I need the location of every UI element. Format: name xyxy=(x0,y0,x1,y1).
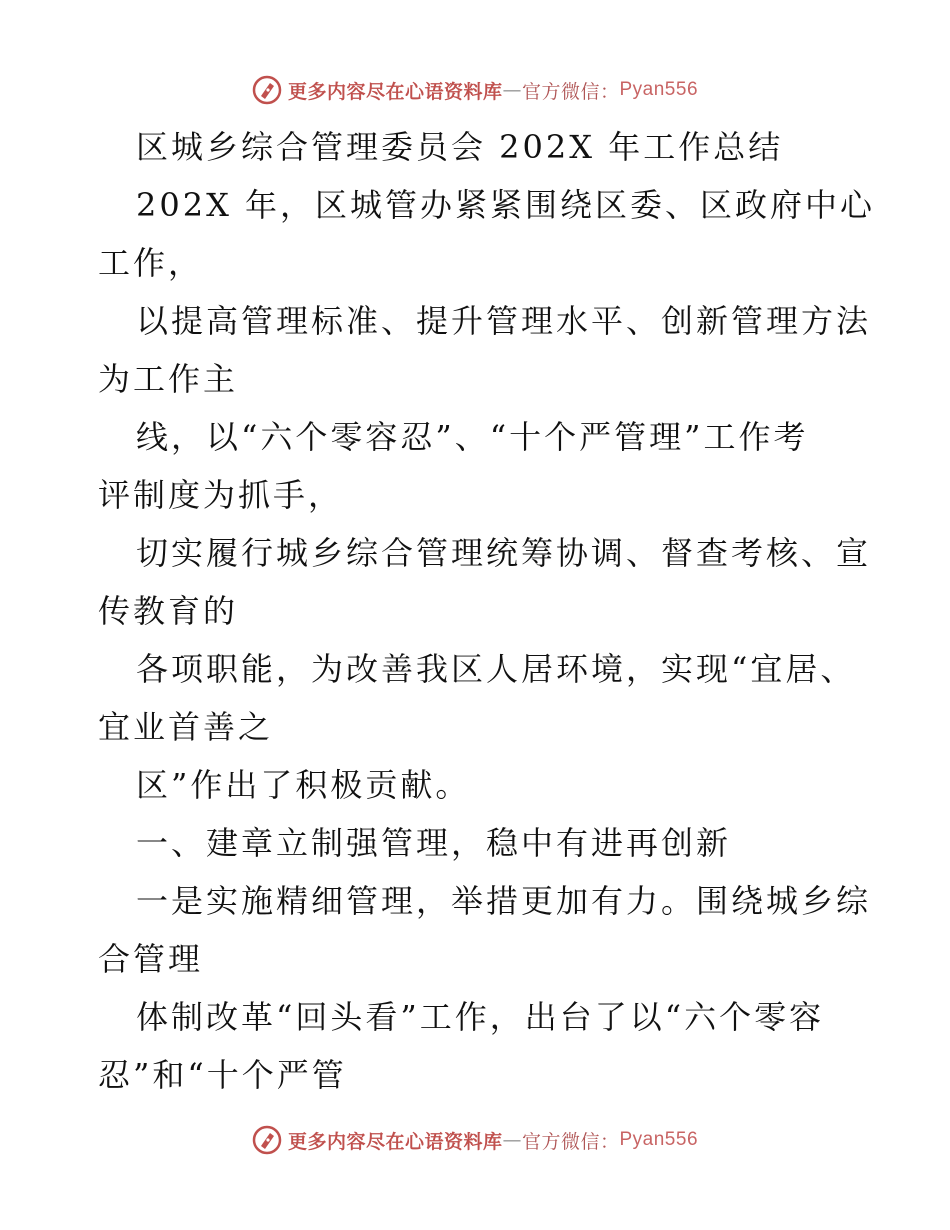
document-body xyxy=(98,118,876,1104)
document-title: 区城乡综合管理委员会 202X 年工作总结 xyxy=(136,128,784,166)
watermark-brand: 更多内容尽在心语资料库 xyxy=(287,1130,503,1153)
document-line: 202X 年，区城管办紧紧围绕区委、区政府中心 xyxy=(136,186,876,224)
watermark-contact-label: 官方微信： xyxy=(521,1130,620,1153)
document-line: 一、建章立制强管理，稳中有进再创新 xyxy=(136,824,732,862)
document-line: 为工作主 xyxy=(98,360,239,398)
pen-nib-logo-icon xyxy=(252,75,282,105)
document-line: 工作， xyxy=(98,244,204,282)
document-line: 区”作出了积极贡献。 xyxy=(136,766,471,804)
watermark-separator: — xyxy=(502,79,522,101)
document-line: 传教育的 xyxy=(98,592,239,630)
header-watermark xyxy=(0,73,950,107)
document-line: 一是实施精细管理，举措更加有力。围绕城乡综 xyxy=(136,882,872,920)
document-line: 体制改革“回头看”工作，出台了以“六个零容 xyxy=(136,998,825,1036)
watermark-contact-label: 官方微信： xyxy=(521,80,620,103)
document-line: 各项职能，为改善我区人居环境，实现“宜居、 xyxy=(136,650,856,688)
footer-watermark xyxy=(0,1123,950,1157)
watermark-contact-handle: Pyan556 xyxy=(619,1129,699,1150)
document-line: 以提高管理标准、提升管理水平、创新管理方法 xyxy=(136,302,872,340)
document-line: 忍”和“十个严管 xyxy=(98,1056,347,1094)
document-line: 宜业首善之 xyxy=(98,708,274,746)
document-line: 合管理 xyxy=(98,940,204,978)
watermark-separator: — xyxy=(502,1129,522,1151)
document-line: 线，以“六个零容忍”、“十个严管理”工作考 xyxy=(136,418,809,456)
watermark-contact-handle: Pyan556 xyxy=(619,79,699,100)
watermark-brand: 更多内容尽在心语资料库 xyxy=(287,80,503,103)
document-line: 切实履行城乡综合管理统筹协调、督查考核、宣 xyxy=(136,534,872,572)
pen-nib-logo-icon xyxy=(252,1125,282,1155)
document-line: 评制度为抓手， xyxy=(98,476,344,514)
